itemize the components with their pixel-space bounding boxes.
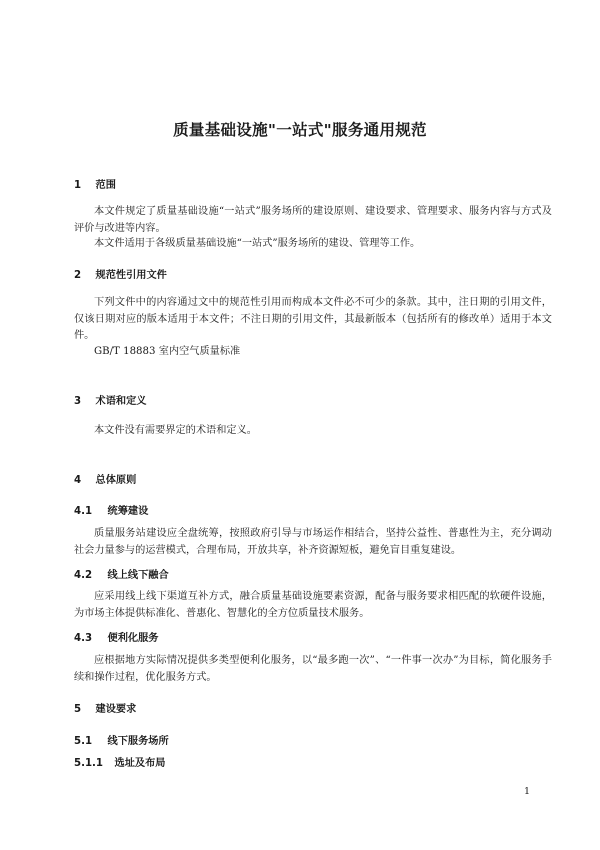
paragraph-scope-2: 本文件适用于各级质量基础设施“一站式”服务场所的建设、管理等工作。 bbox=[94, 238, 421, 249]
document-title: 质量基础设施"一站式"服务通用规范 bbox=[173, 121, 427, 139]
section-title: 线上线下融合 bbox=[107, 570, 169, 581]
section-title: 线下服务场所 bbox=[107, 736, 169, 747]
heading-section-2 bbox=[74, 266, 167, 281]
section-title: 规范性引用文件 bbox=[95, 270, 167, 281]
section-number: 5.1.1 bbox=[74, 758, 104, 769]
section-title: 范围 bbox=[95, 180, 116, 191]
paragraph-4-3: 应根据地方实际情况提供多类型便利化服务，以“最多跑一次”、“一件事一次办”为目标，简化服务手续和操作过程，优化服务方式。 bbox=[74, 655, 552, 683]
heading-section-1 bbox=[74, 176, 116, 191]
paragraph-references-1: 下列文件中的内容通过文中的规范性引用而构成本文件必不可少的条款。其中，注日期的引用文件，仅该日期对应的版本适用于本文件；不注日期的引用文件，其最新版本（包括所有的修改单）适用于本文件。 bbox=[74, 297, 552, 341]
section-title: 统筹建设 bbox=[107, 506, 149, 517]
section-number: 4 bbox=[74, 475, 82, 486]
heading-section-5 bbox=[74, 700, 136, 715]
heading-section-4-3 bbox=[74, 629, 158, 644]
section-number: 5 bbox=[74, 704, 82, 715]
section-title: 便利化服务 bbox=[107, 633, 159, 644]
heading-section-4-2 bbox=[74, 566, 169, 581]
section-title: 术语和定义 bbox=[95, 396, 147, 407]
paragraph-scope-1: 本文件规定了质量基础设施“一站式”服务场所的建设原则、建设要求、管理要求、服务内容与方式及评价与改进等内容。 bbox=[74, 206, 552, 234]
section-number: 4.2 bbox=[74, 570, 93, 581]
paragraph-terms: 本文件没有需要界定的术语和定义。 bbox=[94, 425, 257, 436]
section-title: 总体原则 bbox=[95, 475, 137, 486]
heading-section-5-1 bbox=[74, 732, 169, 747]
heading-section-4-1 bbox=[74, 502, 148, 517]
section-number: 2 bbox=[74, 270, 82, 281]
heading-section-4 bbox=[74, 471, 136, 486]
paragraph-4-2: 应采用线上线下渠道互补方式，融合质量基础设施要素资源，配备与服务要求相匹配的软硬件设施，为市场主体提供标准化、普惠化、智慧化的全方位质量技术服务。 bbox=[74, 591, 552, 619]
section-number: 5.1 bbox=[74, 736, 93, 747]
section-number: 4.3 bbox=[74, 633, 93, 644]
section-number: 3 bbox=[74, 396, 82, 407]
section-number: 4.1 bbox=[74, 506, 93, 517]
paragraph-reference-gbt18883: GB/T 18883 室内空气质量标准 bbox=[94, 346, 241, 357]
section-title: 建设要求 bbox=[95, 704, 137, 715]
heading-section-5-1-1 bbox=[74, 754, 165, 769]
section-title: 选址及布局 bbox=[114, 758, 166, 769]
page-number: 1 bbox=[524, 786, 531, 797]
heading-section-3 bbox=[74, 392, 146, 407]
paragraph-4-1: 质量服务站建设应全盘统筹，按照政府引导与市场运作相结合，坚持公益性、普惠性为主，充分调动社会力量参与的运营模式，合理布局，开放共享，补齐资源短板，避免盲目重复建设。 bbox=[74, 528, 552, 556]
section-number: 1 bbox=[74, 180, 82, 191]
